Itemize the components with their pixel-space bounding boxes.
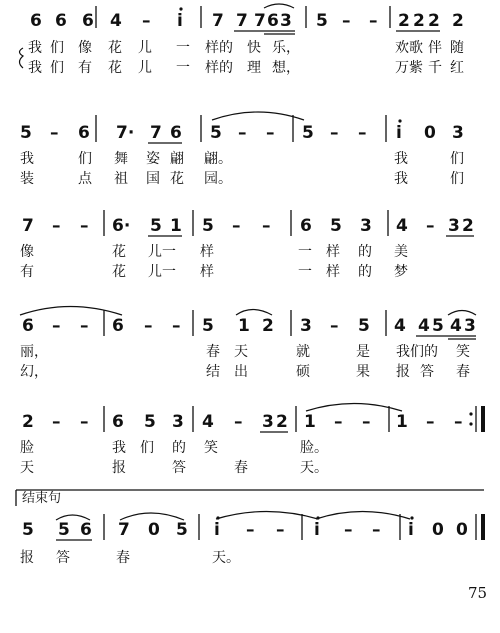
note: 5 — [176, 520, 188, 540]
lyric: 们 — [50, 40, 64, 56]
lyric: 们 — [450, 151, 464, 167]
note: – — [330, 123, 339, 143]
lyric: 美 — [394, 244, 408, 260]
note: 6 — [30, 11, 42, 31]
lyric: 样的 — [205, 40, 233, 56]
note: – — [344, 520, 353, 540]
note: i — [408, 520, 414, 540]
note: 2 — [398, 11, 410, 31]
lyric: 翩 — [170, 151, 184, 167]
lyric: 的 — [172, 440, 186, 456]
lyric: 们 — [140, 440, 154, 456]
lyric: 样 — [326, 264, 340, 280]
note: 7 — [150, 123, 162, 143]
lyric: 花 — [170, 171, 184, 187]
lyric: 硕 — [296, 364, 310, 380]
score-row-2 — [20, 112, 464, 187]
note: 2 — [462, 216, 474, 236]
lyric: 花 — [112, 264, 126, 280]
note: 5 — [330, 216, 342, 236]
lyric: 我们的 — [396, 344, 438, 360]
note: i — [314, 520, 320, 540]
note: – — [334, 412, 343, 432]
lyric: 乐， — [272, 40, 300, 56]
note: – — [266, 123, 275, 143]
note: 4 — [202, 412, 214, 432]
lyric: 一 — [176, 40, 190, 56]
note: 0 — [424, 123, 436, 143]
slur — [448, 311, 476, 316]
lyric: 春 — [234, 460, 248, 476]
note: 3 — [448, 216, 460, 236]
note: 5 — [58, 520, 70, 540]
note: 6 — [22, 316, 34, 336]
note: 5 — [144, 412, 156, 432]
score-row-4 — [20, 307, 476, 381]
lyric: 翩。 — [204, 151, 232, 167]
lyric: 春 — [206, 344, 220, 360]
slur — [120, 513, 184, 520]
note: 6 — [300, 216, 312, 236]
note: 5 — [202, 316, 214, 336]
note: – — [426, 412, 435, 432]
note: 5 — [302, 123, 314, 143]
lyric: 报 — [20, 550, 34, 566]
lyric: 千 — [428, 60, 442, 76]
repeat-dot — [469, 412, 472, 415]
note: 7 — [22, 216, 34, 236]
lyric: 装 — [20, 171, 34, 187]
tie — [20, 307, 122, 316]
note: 4 — [110, 11, 122, 31]
note: – — [454, 412, 463, 432]
note: 2 — [452, 11, 464, 31]
note: – — [358, 123, 367, 143]
note: 6 — [78, 123, 90, 143]
lyric: 的 — [358, 244, 372, 260]
note: 3 — [452, 123, 464, 143]
lyric: 像 — [20, 244, 34, 260]
lyric: 天。 — [212, 550, 240, 566]
lyric: 的 — [358, 264, 372, 280]
ending-label: 结束句 — [22, 491, 62, 506]
lyric: 伴 — [428, 40, 442, 56]
note: 5 — [20, 123, 32, 143]
lyric: 国 — [146, 171, 160, 187]
note: – — [369, 11, 378, 31]
tie — [306, 404, 402, 412]
note: 3 — [464, 316, 476, 336]
score-row-1 — [20, 4, 465, 76]
lyric: 就 — [296, 344, 310, 360]
lyric: 出 — [234, 364, 248, 380]
lyric: 样 — [326, 244, 340, 260]
note: – — [238, 123, 247, 143]
note: 7· — [116, 123, 135, 143]
page-number: 75 — [468, 584, 488, 602]
lyric: 一 — [298, 264, 312, 280]
lyric: 春 — [456, 364, 470, 380]
note: – — [142, 11, 151, 31]
note: 6 — [267, 11, 279, 31]
note: 5 — [316, 11, 328, 31]
lyric: 我 — [394, 151, 408, 167]
note: 7 — [254, 11, 266, 31]
lyric: 答 — [56, 550, 70, 566]
lyric: 姿 — [146, 151, 160, 167]
lyric: 天 — [20, 460, 34, 476]
lyric: 我 — [28, 60, 42, 76]
note: – — [144, 316, 153, 336]
note: 3 — [262, 412, 274, 432]
lyric: 花 — [108, 60, 122, 76]
note: 3 — [172, 412, 184, 432]
note: 6· — [112, 216, 131, 236]
note: – — [276, 520, 285, 540]
lyric: 理 — [247, 60, 261, 76]
note: 2 — [262, 316, 274, 336]
note: 6 — [112, 316, 124, 336]
octave-dot — [398, 119, 401, 122]
lyric: 是 — [356, 344, 370, 360]
note: – — [80, 412, 89, 432]
lyric: 祖 — [114, 171, 128, 187]
note: 4 — [396, 216, 408, 236]
note: 6 — [112, 412, 124, 432]
lyric: 们 — [50, 60, 64, 76]
note: 7 — [212, 11, 224, 31]
lyric: 儿 — [138, 40, 152, 56]
lyric: 天。 — [300, 460, 328, 476]
note: i — [214, 520, 220, 540]
lyric: 儿一 — [148, 264, 176, 280]
lyric: 有 — [78, 60, 92, 76]
note: 4 — [394, 316, 406, 336]
note: 6 — [82, 11, 94, 31]
note: 4 — [418, 316, 430, 336]
note: – — [234, 412, 243, 432]
note: 2 — [413, 11, 425, 31]
lyric: 样的 — [205, 60, 233, 76]
tie — [212, 112, 304, 120]
lyric: 报 — [396, 364, 410, 380]
note: 2 — [428, 11, 440, 31]
lyric: 答 — [420, 364, 434, 380]
score-row-3 — [20, 210, 474, 280]
lyric: 一 — [298, 244, 312, 260]
note: 3 — [360, 216, 372, 236]
note: 3 — [280, 11, 292, 31]
note: 5 — [358, 316, 370, 336]
note: 4 — [450, 316, 462, 336]
lyric: 笑 — [456, 344, 470, 360]
lyric: 样 — [200, 244, 214, 260]
lyric: 一 — [176, 60, 190, 76]
note: – — [426, 216, 435, 236]
note: – — [262, 216, 271, 236]
note: 0 — [148, 520, 160, 540]
tie — [216, 512, 318, 520]
note: 5 — [432, 316, 444, 336]
lyric: 春 — [116, 550, 130, 566]
lyric: 梦 — [394, 264, 408, 280]
lyric: 花 — [108, 40, 122, 56]
note: 5 — [22, 520, 34, 540]
note: 6 — [170, 123, 182, 143]
note: 6 — [80, 520, 92, 540]
note: – — [80, 316, 89, 336]
note: 5 — [150, 216, 162, 236]
repeat-dot — [469, 422, 472, 425]
lyric: 答 — [172, 460, 186, 476]
lyric: 我 — [394, 171, 408, 187]
lyric: 有 — [20, 264, 34, 280]
lyric: 样 — [200, 264, 214, 280]
slur — [264, 4, 294, 8]
lyric: 我 — [20, 151, 34, 167]
note: i — [396, 123, 402, 143]
note: 7 — [118, 520, 130, 540]
lyric: 们 — [450, 171, 464, 187]
brace — [20, 48, 24, 68]
note: 7 — [236, 11, 248, 31]
lyric: 快 — [247, 40, 261, 56]
lyric: 结 — [206, 364, 220, 380]
lyric: 舞 — [114, 151, 128, 167]
lyric: 想， — [272, 60, 300, 76]
lyric: 脸 — [20, 440, 34, 456]
lyric: 果 — [356, 364, 370, 380]
tie — [316, 512, 410, 520]
lyric: 万紫 — [395, 60, 423, 76]
lyric: 脸。 — [300, 440, 328, 456]
lyric: 我 — [28, 40, 42, 56]
octave-dot — [179, 7, 182, 10]
note: – — [80, 216, 89, 236]
note: – — [52, 412, 61, 432]
note: 6 — [55, 11, 67, 31]
lyric: 儿一 — [148, 244, 176, 260]
lyric: 像 — [78, 40, 92, 56]
note: – — [52, 316, 61, 336]
slur — [236, 310, 272, 316]
note: – — [52, 216, 61, 236]
note: 0 — [456, 520, 468, 540]
note: – — [172, 316, 181, 336]
note: 3 — [300, 316, 312, 336]
note: 0 — [432, 520, 444, 540]
note: 2 — [276, 412, 288, 432]
note: i — [177, 11, 183, 31]
lyric: 幻， — [20, 364, 48, 380]
lyric: 报 — [112, 460, 126, 476]
score-row-5 — [20, 404, 483, 477]
note: 1 — [304, 412, 316, 432]
lyric: 园。 — [204, 171, 232, 187]
note: – — [232, 216, 241, 236]
lyric: 们 — [78, 151, 92, 167]
lyric: 欢歌 — [395, 40, 423, 56]
note: 2 — [22, 412, 34, 432]
lyric: 点 — [78, 171, 92, 187]
note: – — [330, 316, 339, 336]
lyric: 儿 — [138, 60, 152, 76]
note: – — [246, 520, 255, 540]
note: – — [50, 123, 59, 143]
lyric: 红 — [450, 60, 464, 76]
lyric: 丽， — [20, 344, 48, 360]
note: – — [342, 11, 351, 31]
lyric: 笑 — [204, 440, 218, 456]
lyric: 我 — [112, 440, 126, 456]
note: 5 — [202, 216, 214, 236]
note: 1 — [238, 316, 250, 336]
octave-dot — [410, 516, 413, 519]
note: 1 — [170, 216, 182, 236]
lyric: 花 — [112, 244, 126, 260]
note: 5 — [210, 123, 222, 143]
note: – — [372, 520, 381, 540]
lyric: 随 — [450, 40, 464, 56]
lyric: 天 — [234, 344, 248, 360]
note: 1 — [396, 412, 408, 432]
note: – — [362, 412, 371, 432]
ending-section — [16, 490, 484, 566]
